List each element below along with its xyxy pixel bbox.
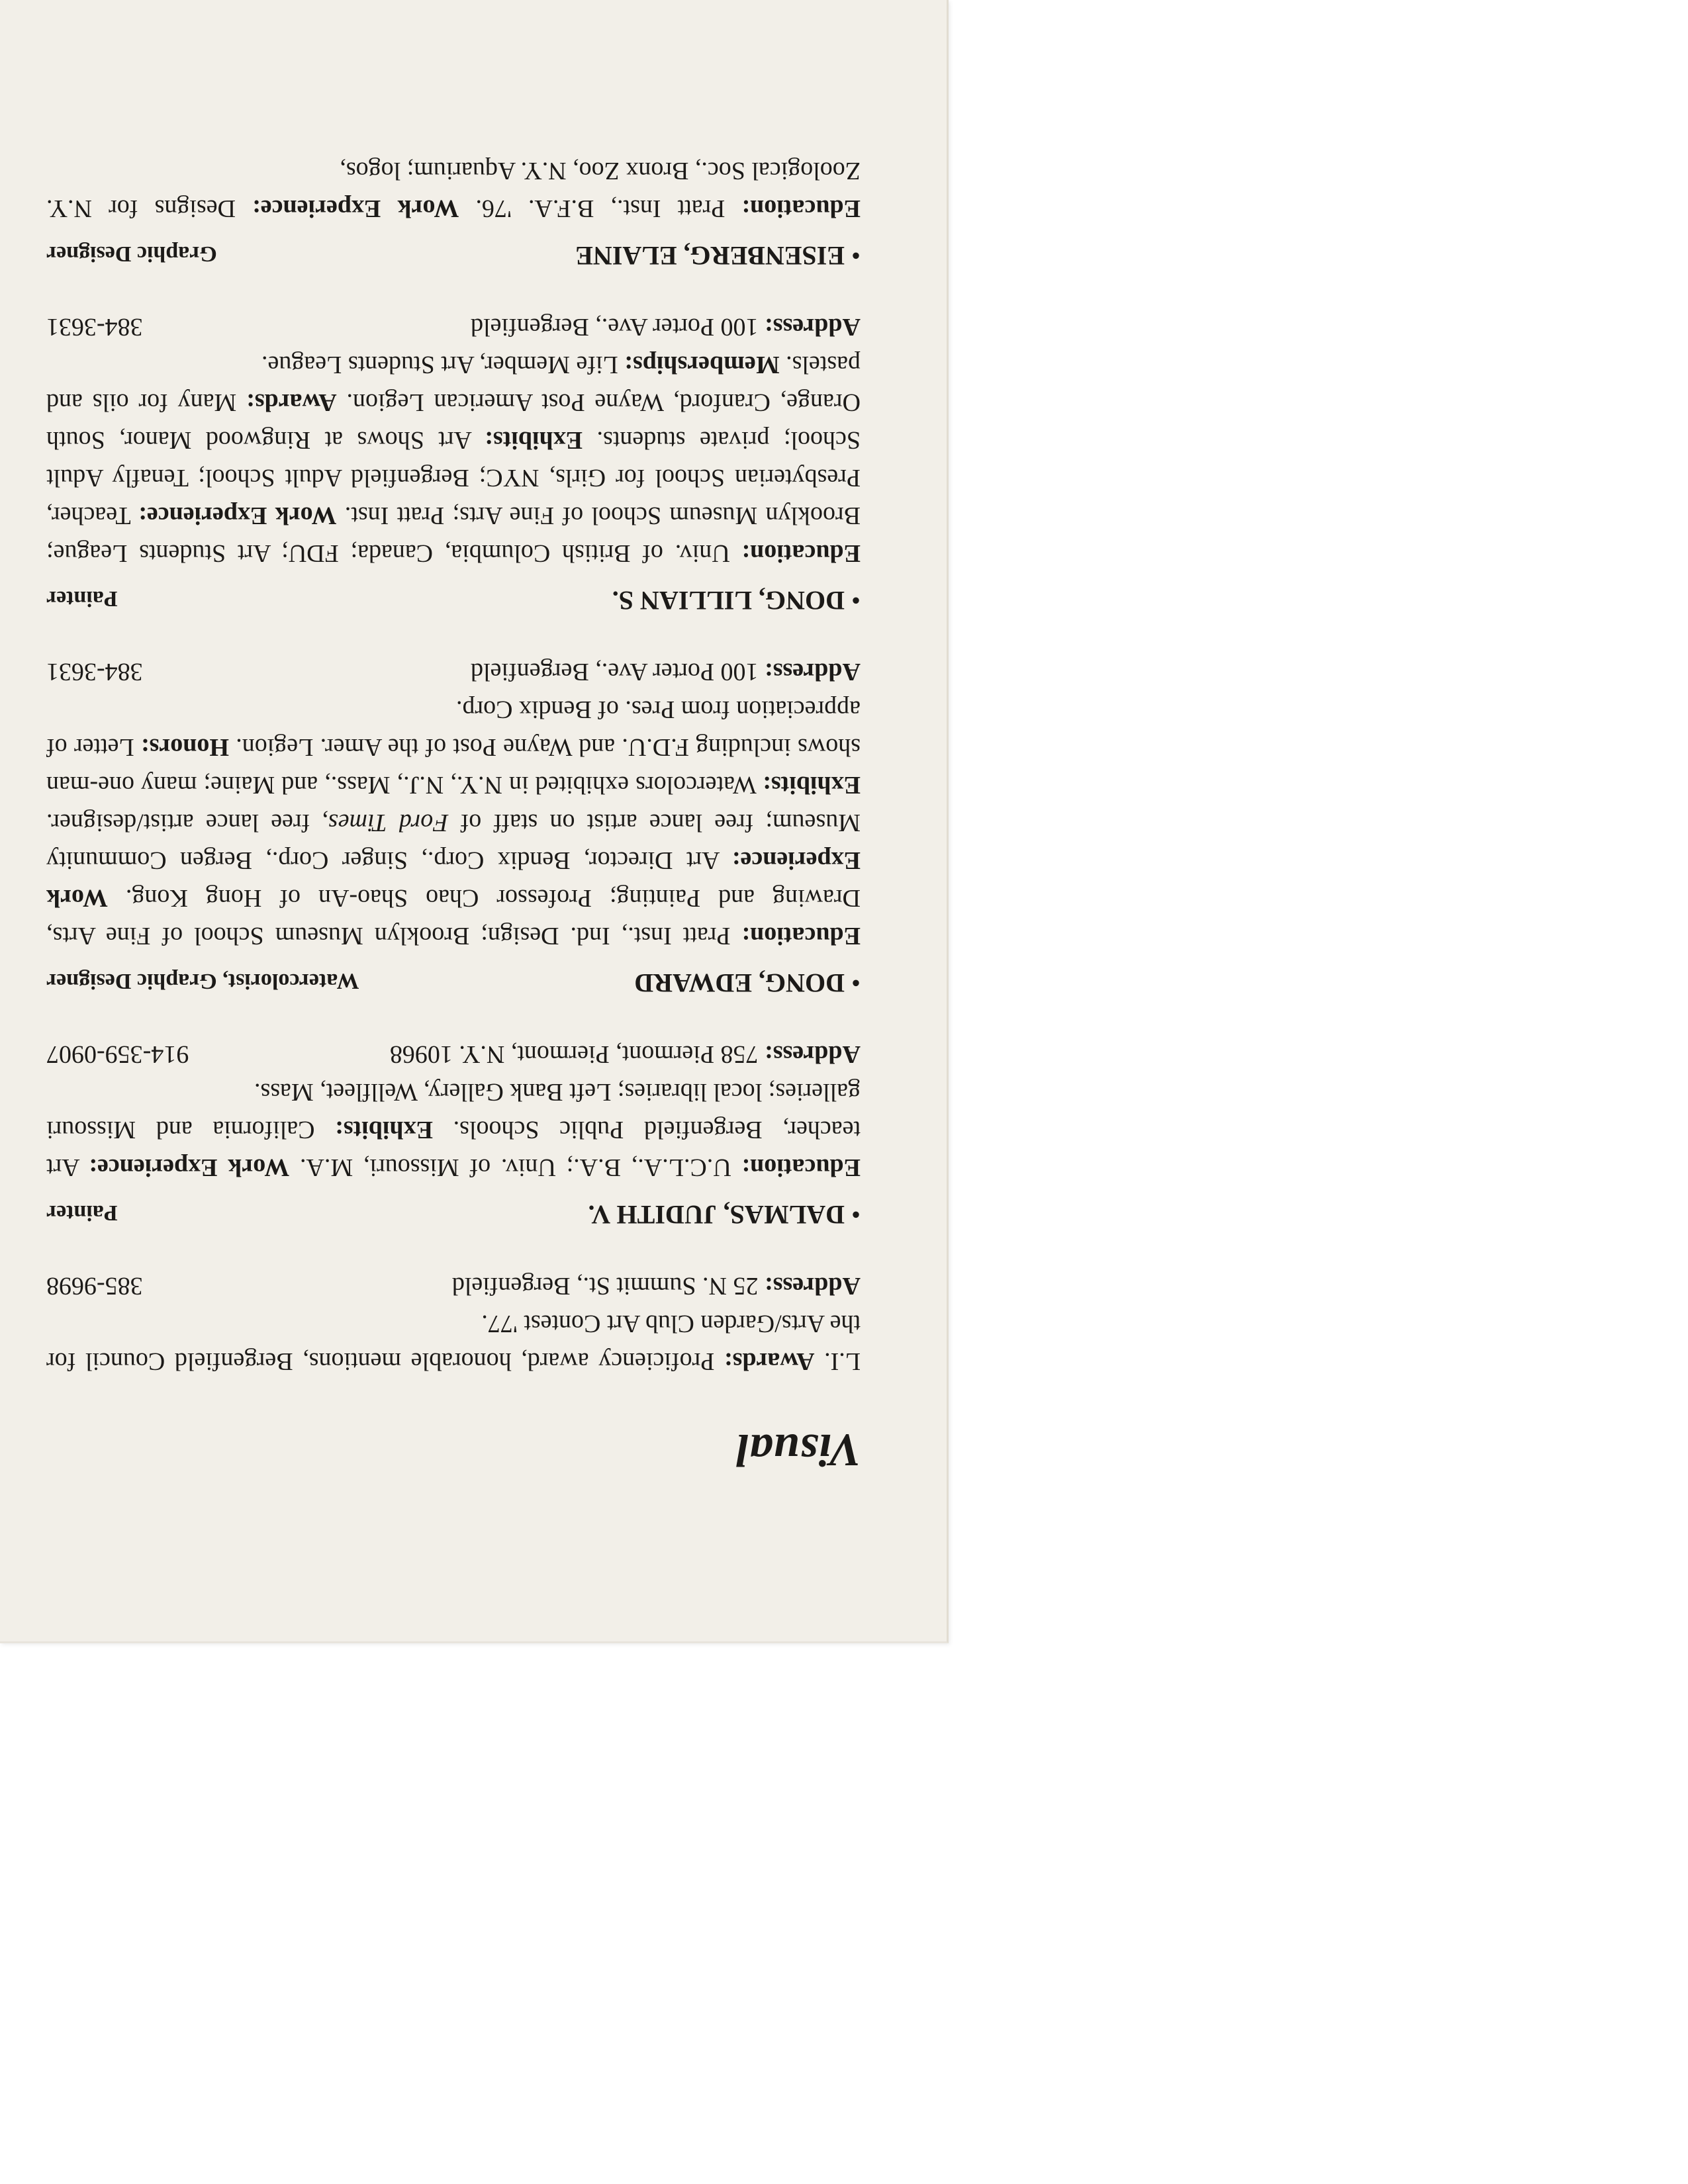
work-text-after: , free lance artist/designer.: [46, 809, 328, 837]
entry-name: [575, 231, 861, 275]
address: [452, 1267, 861, 1304]
rotated-page-content: [0, 0, 947, 1641]
exhibits-label: Exhibits:: [335, 1116, 433, 1144]
bullet-icon: •: [851, 586, 861, 615]
entry-dong-lillian: [46, 308, 861, 619]
address-row: [46, 308, 861, 345]
address-label: Address:: [765, 313, 861, 341]
address-row: [46, 1267, 861, 1304]
entry-details: [46, 152, 861, 227]
education-text: Univ. of British Columbia, Canada; FDU; Art Students League; Brooklyn Museum School of Fine Arts; Pratt Inst.: [46, 502, 861, 567]
address-row: [46, 1035, 861, 1073]
address: [390, 1035, 861, 1073]
education-label: Education:: [741, 1154, 861, 1181]
phone: 914-359-0907: [46, 1040, 189, 1068]
continued-entry: [46, 1267, 861, 1380]
awards-text: Proficiency award, honorable mentions, Bergenfield Council for the Arts/Garden Club Art Contest '77.: [46, 1310, 861, 1375]
awards-label: Awards:: [724, 1347, 815, 1375]
awards-label: Awards:: [246, 388, 337, 416]
work-text: Art teacher, Bergenfield Public Schools.: [46, 1116, 861, 1181]
memberships-text: Life Member, Art Students League.: [261, 351, 625, 379]
address-text: 100 Porter Ave., Bergenfield: [471, 313, 765, 341]
address-text: 758 Piermont, Piermont, N.Y. 10968: [389, 1040, 765, 1068]
scanned-page: [0, 0, 949, 1643]
page-body: [46, 118, 861, 1473]
entry-dalmas: [46, 1035, 861, 1234]
entry-role: Painter: [46, 1201, 118, 1225]
bullet-icon: •: [851, 968, 861, 998]
entry-role: Painter: [46, 586, 118, 611]
work-label: Work Experience:: [46, 846, 861, 912]
entry-name: [634, 958, 861, 1002]
exhibits-text: California and Missouri galleries; local libraries; Left Bank Gallery, Wellfleet, Mass.: [46, 1078, 861, 1144]
bullet-icon: •: [851, 241, 861, 271]
work-label: Work Experience:: [89, 1154, 290, 1181]
education-label: Education:: [741, 539, 861, 567]
education-label: Education:: [741, 922, 861, 950]
entry-name: [588, 1190, 861, 1234]
exhibits-text: Watercolors exhibited in N.Y., N.J., Mass., and Maine; many one-man shows including F.D.U. and Wayne Post of the Amer. Legion.: [46, 733, 861, 799]
address-label: Address:: [765, 658, 861, 686]
honors-label: Honors:: [140, 733, 229, 761]
address-label: Address:: [765, 1272, 861, 1300]
education-text: U.C.L.A., B.A.; Univ. of Missouri, M.A.: [289, 1154, 742, 1181]
entry-details: [46, 1073, 861, 1186]
name-text: DONG, EDWARD: [634, 968, 845, 998]
entry-dong-edward: [46, 653, 861, 1002]
work-italic-text: Ford Times: [328, 809, 449, 837]
phone: 384-3631: [46, 658, 143, 686]
address: [471, 308, 861, 345]
address-row: [46, 653, 861, 690]
name-row: [46, 576, 861, 619]
phone: 384-3631: [46, 313, 143, 341]
address-text: 100 Porter Ave., Bergenfield: [471, 658, 765, 686]
entry-role: Graphic Designer: [46, 242, 217, 266]
entry-eisenberg: [46, 152, 861, 275]
exhibits-text: Art Shows at Ringwood Manor, South Orange, Cranford, Wayne Post American Legion.: [46, 388, 861, 454]
education-text: Pratt Inst., B.F.A. '76.: [459, 195, 742, 222]
exhibits-label: Exhibits:: [763, 771, 861, 799]
work-text: Art Director, Bendix Corp., Singer Corp., Bergen Community Museum; free lance artist on staff of: [46, 809, 861, 874]
continued-awards: [46, 1304, 861, 1380]
memberships-label: Memberships:: [624, 351, 780, 379]
education-text: Pratt Inst., Ind. Design; Brooklyn Museum School of Fine Arts, Drawing and Painting; Professor Chao Shao-An of Hong Kong.: [46, 884, 861, 950]
entry-name: [612, 576, 861, 619]
address: [471, 653, 861, 690]
work-label: Work Experience:: [252, 195, 459, 222]
awards-prefix: L.I.: [814, 1347, 861, 1375]
name-row: [46, 1190, 861, 1234]
bullet-icon: •: [851, 1200, 861, 1230]
name-text: EISENBERG, ELAINE: [575, 241, 845, 271]
education-label: Education:: [741, 195, 861, 222]
honors-text: Letter of appreciation from Pres. of Bendix Corp.: [46, 696, 861, 761]
entry-details: [46, 345, 861, 572]
awards-text: Many for oils and pastels.: [46, 351, 861, 416]
work-text: Designs for N.Y. Zoological Soc., Bronx Zoo, N.Y. Aquarium; logos,: [46, 157, 861, 222]
section-title: Visual: [735, 1424, 861, 1475]
entry-role: Watercolorist, Graphic Designer: [46, 969, 359, 993]
work-text: Teacher, Presbyterian School for Girls, NYC; Bergenfield Adult School; Tenafly Adult School; private students.: [46, 426, 861, 529]
work-label: Work Experience:: [138, 502, 337, 529]
address-label: Address:: [765, 1040, 861, 1068]
name-row: [46, 231, 861, 275]
name-text: DALMAS, JUDITH V.: [588, 1200, 845, 1230]
name-text: DONG, LILLIAN S.: [612, 586, 845, 615]
exhibits-label: Exhibits:: [485, 426, 583, 454]
phone: 385-9698: [46, 1272, 143, 1300]
entry-details: [46, 690, 861, 954]
address-text: 25 N. Summit St., Bergenfield: [451, 1272, 765, 1300]
name-row: [46, 958, 861, 1002]
